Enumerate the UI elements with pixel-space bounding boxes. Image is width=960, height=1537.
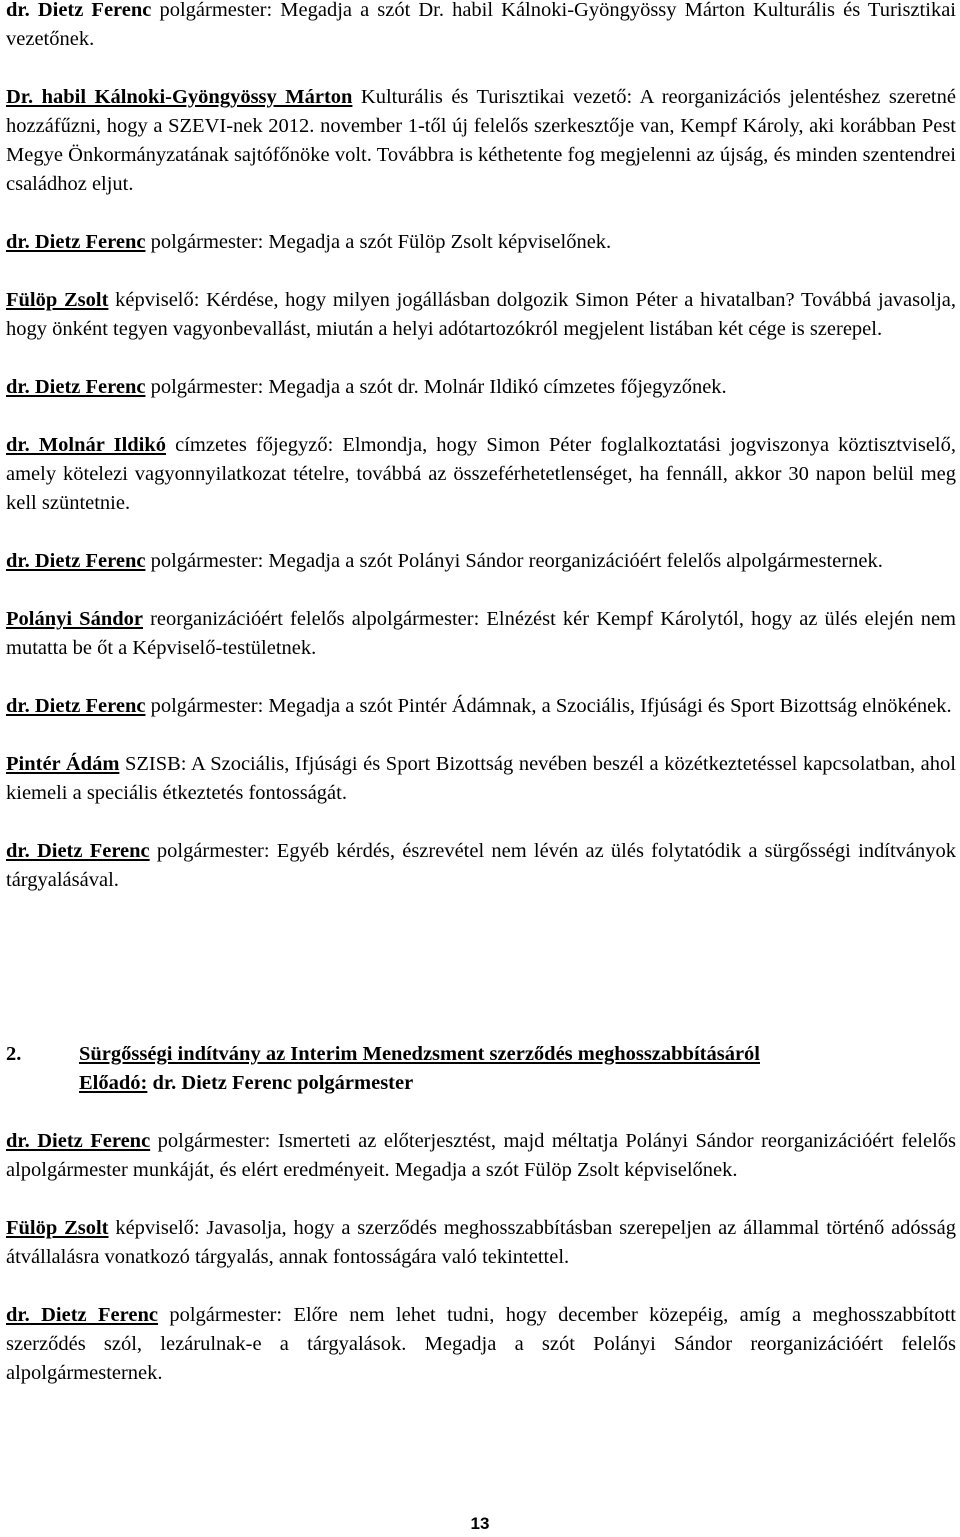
speaker-name: Fülöp Zsolt — [6, 1217, 109, 1239]
paragraph-text: reorganizációért felelős alpolgármester: Elnézést kér Kempf Károlytól, hogy az ülés elején nem mutatta be őt a Képviselő-testületnek. — [6, 608, 956, 659]
agenda-item-body — [79, 1040, 956, 1098]
paragraph-5 — [6, 373, 956, 402]
paragraph-text: polgármester: Megadja a szót dr. Molnár Ildikó címzetes főjegyzőnek. — [145, 376, 727, 398]
agenda-item-title: Sürgősségi indítvány az Interim Menedzsment szerződés meghosszabbításáról — [79, 1043, 761, 1065]
paragraph-text: SZISB: A Szociális, Ifjúsági és Sport Bizottság nevében beszél a közétkeztetéssel kapcsolatban, ahol kiemeli a speciális étkeztetés fontosságát. — [6, 753, 956, 804]
paragraph-text: képviselő: Kérdése, hogy milyen jogállásban dolgozik Simon Péter a hivatalban? Továbbá javasolja, hogy önként tegyen vagyonbevallást, miután a helyi adótartozókról megjelent listában két cége is szerepel. — [6, 289, 956, 340]
paragraph-text: polgármester: Megadja a szót Fülöp Zsolt képviselőnek. — [145, 231, 612, 253]
paragraph-text: polgármester: Megadja a szót Pintér Ádámnak, a Szociális, Ifjúsági és Sport Bizottság elnökének. — [145, 695, 952, 717]
agenda-item-heading — [6, 1040, 956, 1098]
speaker-name: dr. Dietz Ferenc — [6, 695, 146, 717]
paragraph-7 — [6, 547, 956, 576]
speaker-name: dr. Dietz Ferenc — [6, 231, 146, 253]
paragraph-10 — [6, 750, 956, 808]
paragraph-1 — [6, 0, 956, 54]
page-number: 13 — [470, 1514, 490, 1533]
paragraph-11 — [6, 837, 956, 895]
paragraph-3 — [6, 228, 956, 257]
minutes-body-top — [6, 0, 956, 924]
speaker-name: dr. Dietz Ferenc — [6, 376, 146, 398]
paragraph-text: címzetes főjegyző: Elmondja, hogy Simon Péter foglalkoztatási jogviszonya köztisztviselő, amely kötelezi vagyonnyilatkozat tételre, továbbá az összeférhetetlenséget, ha fennáll, akkor 30 napon belül meg kell szüntetnie. — [6, 434, 956, 514]
speaker-name: Dr. habil Kálnoki-Gyöngyössy Márton — [6, 86, 353, 108]
speaker-name: dr. Dietz Ferenc — [6, 550, 146, 572]
paragraph-14 — [6, 1301, 956, 1388]
speaker-name: Fülöp Zsolt — [6, 289, 109, 311]
presenter-name: dr. Dietz Ferenc polgármester — [147, 1072, 414, 1094]
paragraph-text: Kulturális és Turisztikai vezető: A reorganizációs jelentéshez szeretné hozzáfűzni, hogy a SZEVI-nek 2012. november 1-től új felelős szerkesztője van, Kempf Károly, aki korábban Pest Megye Önkormányzatának sajtófőnöke volt. Továbbra is kéthetente fog megjelenni az újság, és minden szentendrei családhoz eljut. — [6, 86, 956, 195]
paragraph-text: polgármester: Egyéb kérdés, észrevétel nem lévén az ülés folytatódik a sürgősségi indítványok tárgyalásával. — [6, 840, 957, 891]
speaker-name: dr. Dietz Ferenc — [6, 1304, 158, 1326]
paragraph-text: polgármester: Megadja a szót Dr. habil Kálnoki-Gyöngyössy Márton Kulturális és Turisztikai vezetőnek. — [6, 0, 956, 50]
agenda-item-number: 2. — [6, 1043, 22, 1065]
paragraph-text: képviselő: Javasolja, hogy a szerződés meghosszabbításban szerepeljen az állammal történő adósság átvállalásra vonatkozó tárgyalás, annak fontosságára való tekintettel. — [6, 1217, 956, 1268]
presenter-label: Előadó: — [79, 1072, 148, 1094]
paragraph-4 — [6, 286, 956, 344]
paragraph-text: polgármester: Ismerteti az előterjesztést, majd méltatja Polányi Sándor reorganizációért felelős alpolgármester munkáját, és elért eredményeit. Megadja a szót Fülöp Zsolt képviselőnek. — [6, 1130, 956, 1181]
speaker-name: Polányi Sándor — [6, 608, 143, 630]
minutes-body-bottom — [6, 1127, 956, 1417]
paragraph-text: polgármester: Előre nem lehet tudni, hogy december közepéig, amíg a meghosszabbított szerződés szól, lezárulnak-e a tárgyalások. Megadja a szót Polányi Sándor reorganizációért felelős alpolgármesternek. — [6, 1304, 957, 1384]
speaker-name: Pintér Ádám — [6, 753, 120, 775]
paragraph-13 — [6, 1214, 956, 1272]
speaker-name: dr. Dietz Ferenc — [6, 1130, 151, 1152]
paragraph-2 — [6, 83, 956, 199]
paragraph-12 — [6, 1127, 956, 1185]
speaker-name: dr. Dietz Ferenc — [6, 0, 152, 21]
paragraph-6 — [6, 431, 956, 518]
paragraph-text: polgármester: Megadja a szót Polányi Sándor reorganizációért felelős alpolgármesternek. — [145, 550, 883, 572]
agenda-item-presenter — [79, 1069, 956, 1098]
paragraph-8 — [6, 605, 956, 663]
speaker-name: dr. Molnár Ildikó — [6, 434, 167, 456]
paragraph-9 — [6, 692, 956, 721]
speaker-name: dr. Dietz Ferenc — [6, 840, 150, 862]
